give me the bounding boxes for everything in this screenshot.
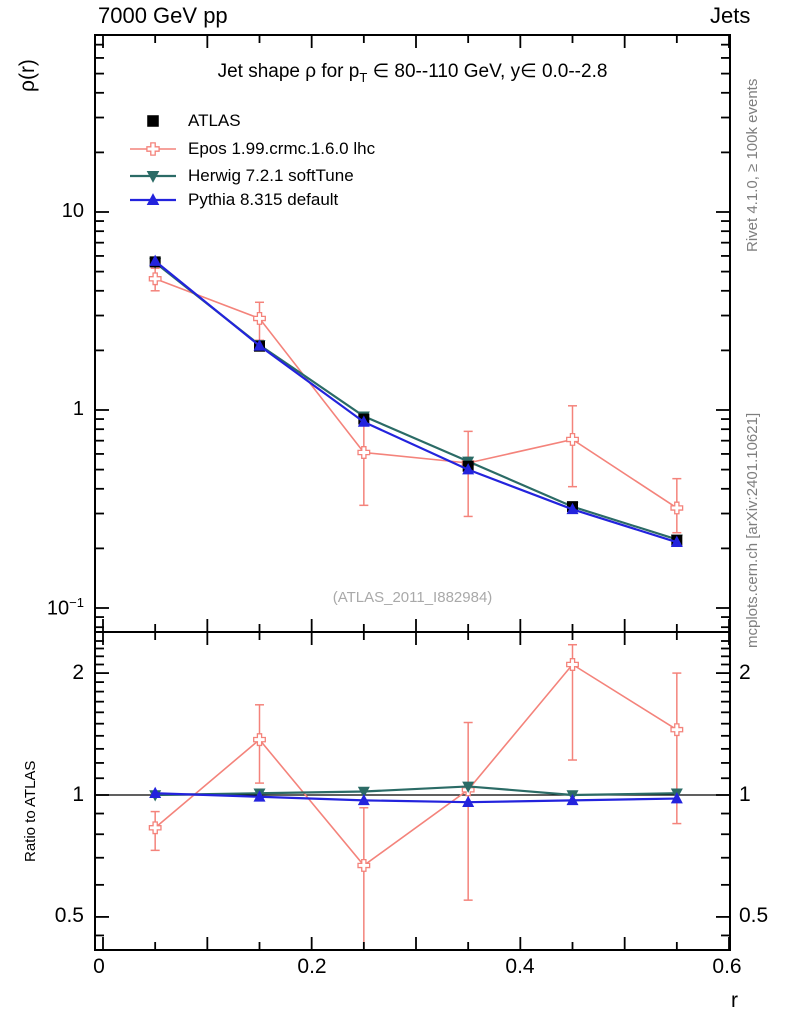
plot-title-sub: T <box>359 69 368 85</box>
y-tick-0p1 <box>30 595 84 621</box>
ratio-tick-left-2: 2 <box>72 661 84 684</box>
x-tick-0p4: 0.4 <box>505 955 535 978</box>
y-tick-0p1-exp: −1 <box>69 595 84 610</box>
y-tick-10: 10 <box>61 200 84 222</box>
analysis-group-title: Jets <box>710 3 751 28</box>
ratio-tick-left-1: 1 <box>72 783 84 806</box>
ratio-tick-left-0p5: 0.5 <box>54 904 84 927</box>
ratio-tick-right-1: 1 <box>739 783 751 806</box>
y-axis-label-main: ρ(r) <box>16 59 39 92</box>
mcplots-arxiv-note: mcplots.cern.ch [arXiv:2401.10621] <box>744 412 761 648</box>
legend-label-herwig: Herwig 7.2.1 softTune <box>188 166 354 185</box>
y-tick-1: 1 <box>72 398 84 420</box>
plot-title-pre: Jet shape ρ for p <box>217 61 360 82</box>
ratio-tick-right-2: 2 <box>739 661 751 684</box>
legend-label-epos: Epos 1.99.crmc.1.6.0 lhc <box>188 139 376 158</box>
rivet-version-note: Rivet 4.1.0, ≥ 100k events <box>744 78 761 252</box>
x-tick-0p6: 0.6 <box>712 955 742 978</box>
analysis-id-watermark: (ATLAS_2011_I882984) <box>332 589 493 606</box>
y-tick-0p1-base: 10 <box>46 597 70 620</box>
legend-label-atlas: ATLAS <box>188 111 241 130</box>
legend-label-pythia: Pythia 8.315 default <box>188 190 339 209</box>
plot-title <box>95 60 730 85</box>
beam-energy-title: 7000 GeV pp <box>98 3 228 28</box>
x-axis-label: r <box>731 989 738 1012</box>
ratio-tick-right-0p5: 0.5 <box>739 904 769 927</box>
x-tick-0p2: 0.2 <box>297 955 327 978</box>
plot-title-post: ∈ 80--110 GeV, y∈ 0.0--2.8 <box>367 61 608 82</box>
x-tick-0: 0 <box>93 955 105 978</box>
y-axis-label-ratio: Ratio to ATLAS <box>22 760 39 862</box>
